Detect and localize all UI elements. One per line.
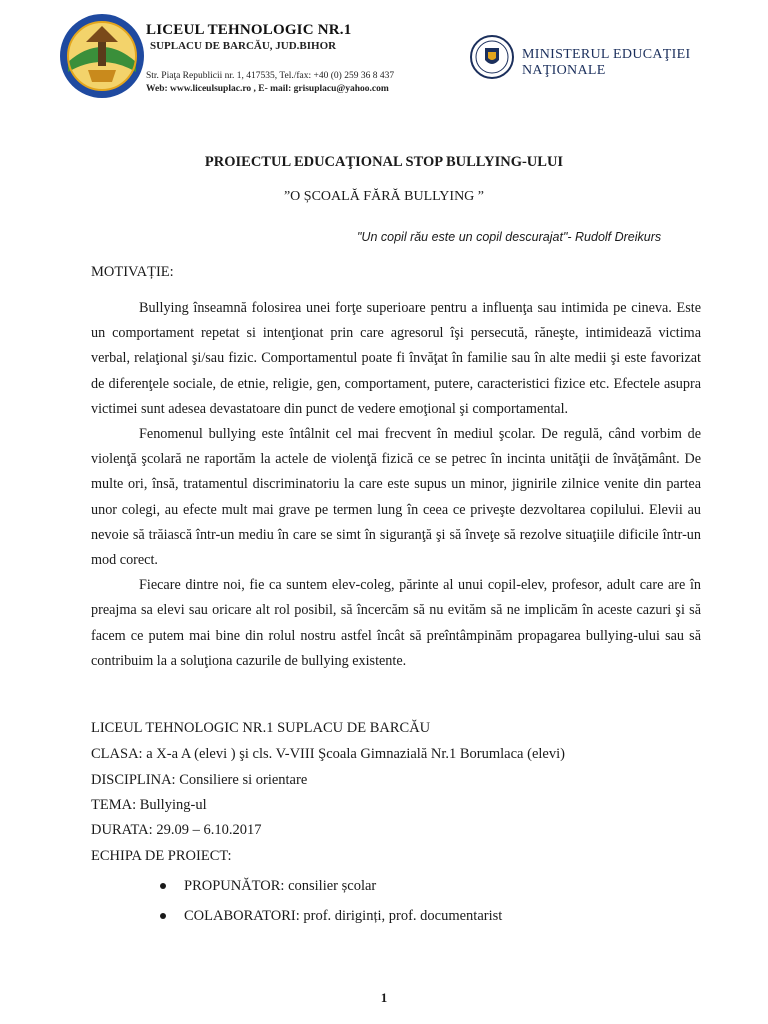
ministry-crest-icon: [470, 34, 514, 80]
info-class: [91, 746, 565, 763]
paragraph: Fenomenul bullying este întâlnit cel mai frecvent în mediul şcolar. De regulă, când vorbim de violenţă şcolară ne raportăm la actele de violenţă fizică ce se petrec în incinta unităţii de învăţământ. De multe ori, însă, tratamentul discriminatoriu la care este supus un minor, jignirile zilnice venite din partea unor colegi, au efecte mult mai grave pe termen lung în ceea ce priveşte dezvoltarea copilului. Elevii au nevoie să trăiască într-un mediu în care se simt în siguranţă şi să înveţe să rezolve situaţiile dificile într-un mod corect.: [91, 426, 701, 569]
paragraph: Fiecare dintre noi, fie ca suntem elev-coleg, părinte al unui copil-elev, profesor, adult care are în preajma sa elevi sau oricare alt rol posibil, să încercăm să nu evităm să ne implicăm în aceste cazuri şi să facem ce putem mai bine din rolul nostru astfel încât să preîntâmpinăm propagarea bullying-ului sau să contribuim la a soluţiona cazurile de bullying existente.: [91, 577, 701, 669]
discipline-label: DISCIPLINA:: [91, 772, 176, 788]
theme-value: Bullying-ul: [136, 797, 207, 813]
team-role-label: PROPUNĂTOR:: [184, 878, 285, 894]
bullet-icon: [160, 883, 166, 889]
document-subtitle: ”O ȘCOALĂ FĂRĂ BULLYING ”: [283, 189, 485, 204]
theme-label: TEMA:: [91, 797, 137, 813]
class-value: a X-a A (elevi ) şi cls. V-VIII Şcoala Gimnazială Nr.1 Borumlaca (elevi): [142, 746, 565, 762]
class-label: CLASA:: [91, 746, 143, 762]
school-contact: [146, 70, 394, 96]
school-logo-icon: [58, 12, 146, 100]
body-text: [91, 296, 701, 674]
bullet-icon: [160, 913, 166, 919]
quote: "Un copil rău este un copil descurajat"- Rudolf Dreikurs: [357, 230, 662, 244]
duration-label: DURATA:: [91, 822, 153, 838]
school-address: Str. Piaţa Republicii nr. 1, 417535, Tel./fax: +40 (0) 259 36 8 437: [146, 71, 395, 81]
paragraph: Bullying înseamnă folosirea unei forţe superioare pentru a influenţa sau intimida pe cineva. Este un comportament repetat si intenţionat prin care agresorul îşi persecută, răneşte, intimidează victima verbal, relaţional şi/sau fizic. Comportamentul poate fi învăţat în familie sau în alte medii şi este favorizat de diferenţele sociale, de etnie, religie, gen, comportament, putere, caracteristici fizice etc. Efectele asupra victimei sunt adesea devastatoare din punct de vedere emoţional şi comportamental.: [91, 300, 701, 417]
duration-value: 29.09 – 6.10.2017: [152, 822, 262, 838]
school-web-email: Web: www.liceulsuplac.ro , E- mail: grisuplacu@yahoo.com: [146, 84, 389, 94]
info-school-line: LICEUL TEHNOLOGIC NR.1 SUPLACU DE BARCĂU: [91, 720, 431, 736]
school-town: SUPLACU DE BARCĂU, JUD.BIHOR: [150, 40, 337, 52]
discipline-value: Consiliere si orientare: [175, 772, 308, 788]
page-number: 1: [380, 990, 388, 1005]
info-duration: [91, 822, 261, 839]
info-discipline: [91, 772, 307, 789]
team-role-label: COLABORATORI:: [184, 908, 300, 924]
team-role-value: consilier școlar: [284, 878, 377, 894]
team-role-value: prof. diriginți, prof. documentarist: [299, 908, 503, 924]
info-team-heading: ECHIPA DE PROIECT:: [91, 848, 232, 864]
ministry-name: MINISTERUL EDUCAŢIEI NAŢIONALE: [522, 47, 691, 78]
info-theme: [91, 797, 207, 814]
school-header: [146, 22, 394, 96]
document-title: PROIECTUL EDUCAŢIONAL STOP BULLYING-ULUI: [204, 154, 564, 170]
school-name: LICEUL TEHNOLOGIC NR.1: [146, 22, 352, 38]
motivation-heading: MOTIVAȚIE:: [91, 264, 174, 280]
